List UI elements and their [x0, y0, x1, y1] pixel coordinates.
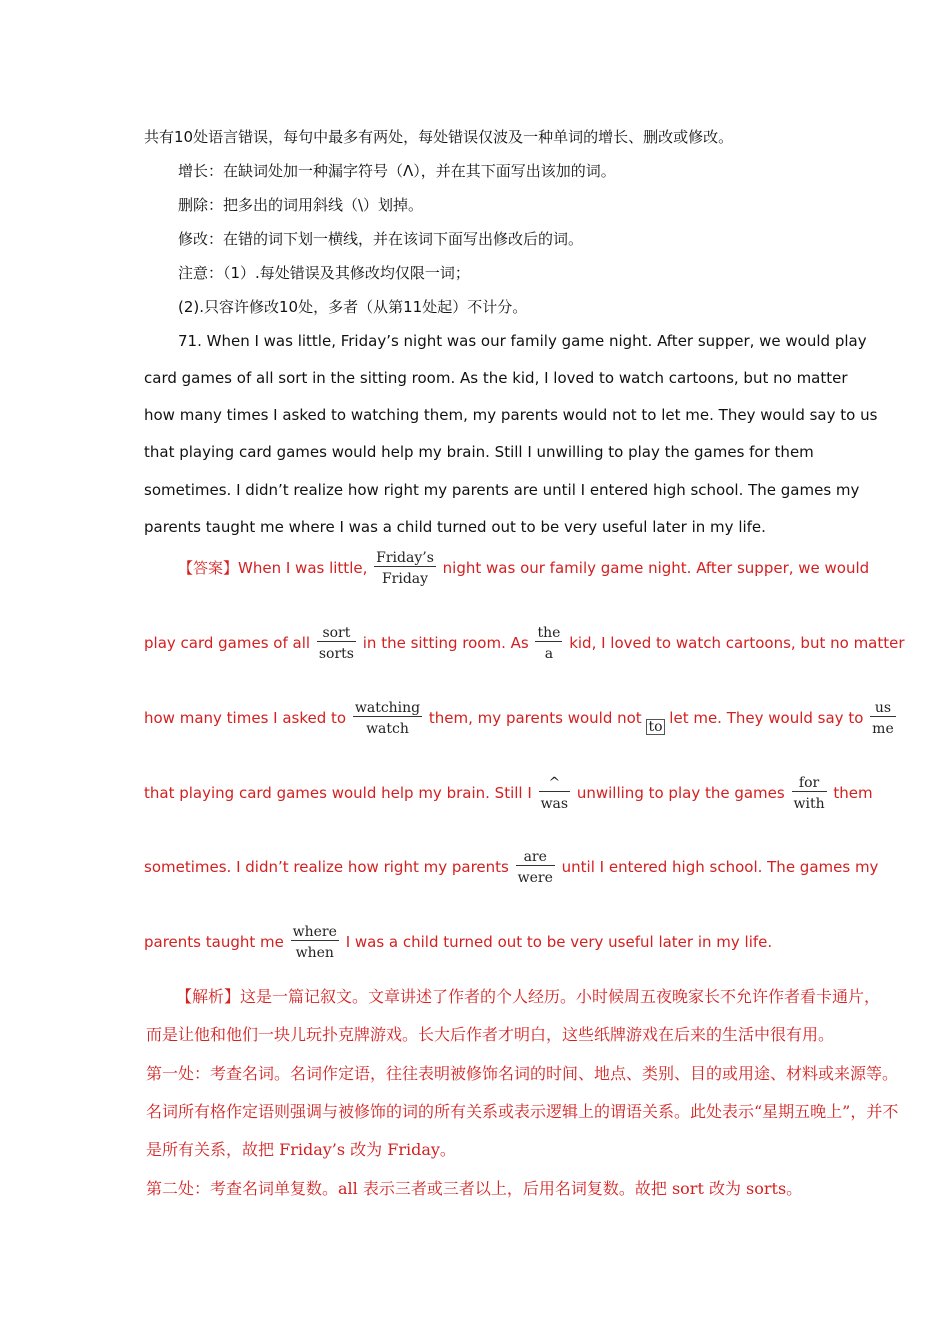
answer-line-5: sometimes. I didn’t realize how right my parents are were until I entered high school. The games my: [144, 849, 879, 886]
instruction-note-1: 注意：（1）.每处错误及其修改均仅限一词；: [178, 264, 470, 282]
passage-line: parents taught me where I was a child turned out to be very useful later in my life.: [144, 518, 766, 536]
instruction-modify: 修改：在错的词下划一横线，并在该词下面写出修改后的词。: [178, 230, 584, 248]
answer-line-1: 【答案】When I was little, Friday’s Friday night was our family game night. After supper, we would: [178, 550, 870, 587]
correction: watching watch: [354, 700, 421, 737]
passage-line: 71. When I was little, Friday’s night was our family game night. After supper, we would play: [178, 332, 867, 350]
analysis-line: 是所有关系，故把 Friday’s 改为 Friday。: [146, 1140, 456, 1159]
correction: $\frac{us}{me}$: [872, 700, 894, 737]
correction: sort sorts: [318, 625, 354, 662]
analysis-line: 第二处：考查名词单复数。all 表示三者或三者以上，后用名词复数。故把 sort 改为 sorts。: [146, 1179, 803, 1198]
correction: the a: [537, 625, 561, 662]
correction: for with: [793, 775, 825, 812]
analysis-line: 而是让他和他们一块儿玩扑克牌游戏。长大后作者才明白，这些纸牌游戏在后来的生活中很有用。: [146, 1025, 835, 1044]
correction: where when: [292, 924, 337, 961]
instruction-note-2: (2).只容许修改10处，多者（从第11处起）不计分。: [178, 298, 528, 316]
deleted-word: to: [648, 719, 663, 735]
passage-line: how many times I asked to watching them, my parents would not to let me. They would say to us: [144, 406, 878, 424]
answer-line-6: parents taught me where when I was a child turned out to be very useful later in my life.: [144, 924, 773, 961]
instruction-delete: 删除：把多出的词用斜线（\）划掉。: [178, 196, 424, 214]
correction: are were: [517, 849, 553, 886]
answer-line-3: how many times I asked to watching watch them, my parents would not to let me. They would say to $\frac{us}{me}$: [144, 700, 894, 737]
analysis-line: 名词所有格作定语则强调与被修饰的词的所有关系或表示逻辑上的谓语关系。此处表示“星期五晚上”，并不: [146, 1102, 899, 1121]
passage-line: that playing card games would help my brain. Still I unwilling to play the games for them: [144, 443, 814, 461]
passage-line: card games of all sort in the sitting room. As the kid, I loved to watch cartoons, but no matter: [144, 369, 848, 387]
insertion-mark: ^ was: [540, 775, 569, 812]
answer-tag: 【答案】: [178, 559, 239, 577]
instruction-intro: 共有10处语言错误，每句中最多有两处，每处错误仅波及一种单词的增长、删改或修改。: [144, 128, 734, 146]
answer-line-2: play card games of all sort sorts in the sitting room. As the a kid, I loved to watch cartoons, but no matter: [144, 625, 905, 662]
analysis-line: 第一处：考查名词。名词作定语，往往表明被修饰名词的时间、地点、类别、目的或用途、材料或来源等。: [146, 1064, 899, 1083]
answer-line-4: that playing card games would help my brain. Still I ^ was unwilling to play the games for with them: [144, 775, 873, 812]
passage-line: sometimes. I didn’t realize how right my parents are until I entered high school. The games my: [144, 481, 860, 499]
analysis-line: 【解析】这是一篇记叙文。文章讲述了作者的个人经历。小时候周五夜晚家长不允许作者看卡通片，: [176, 987, 881, 1006]
instruction-add: 增长：在缺词处加一种漏字符号（Λ），并在其下面写出该加的词。: [178, 162, 616, 180]
correction: Friday’s Friday: [376, 550, 434, 587]
